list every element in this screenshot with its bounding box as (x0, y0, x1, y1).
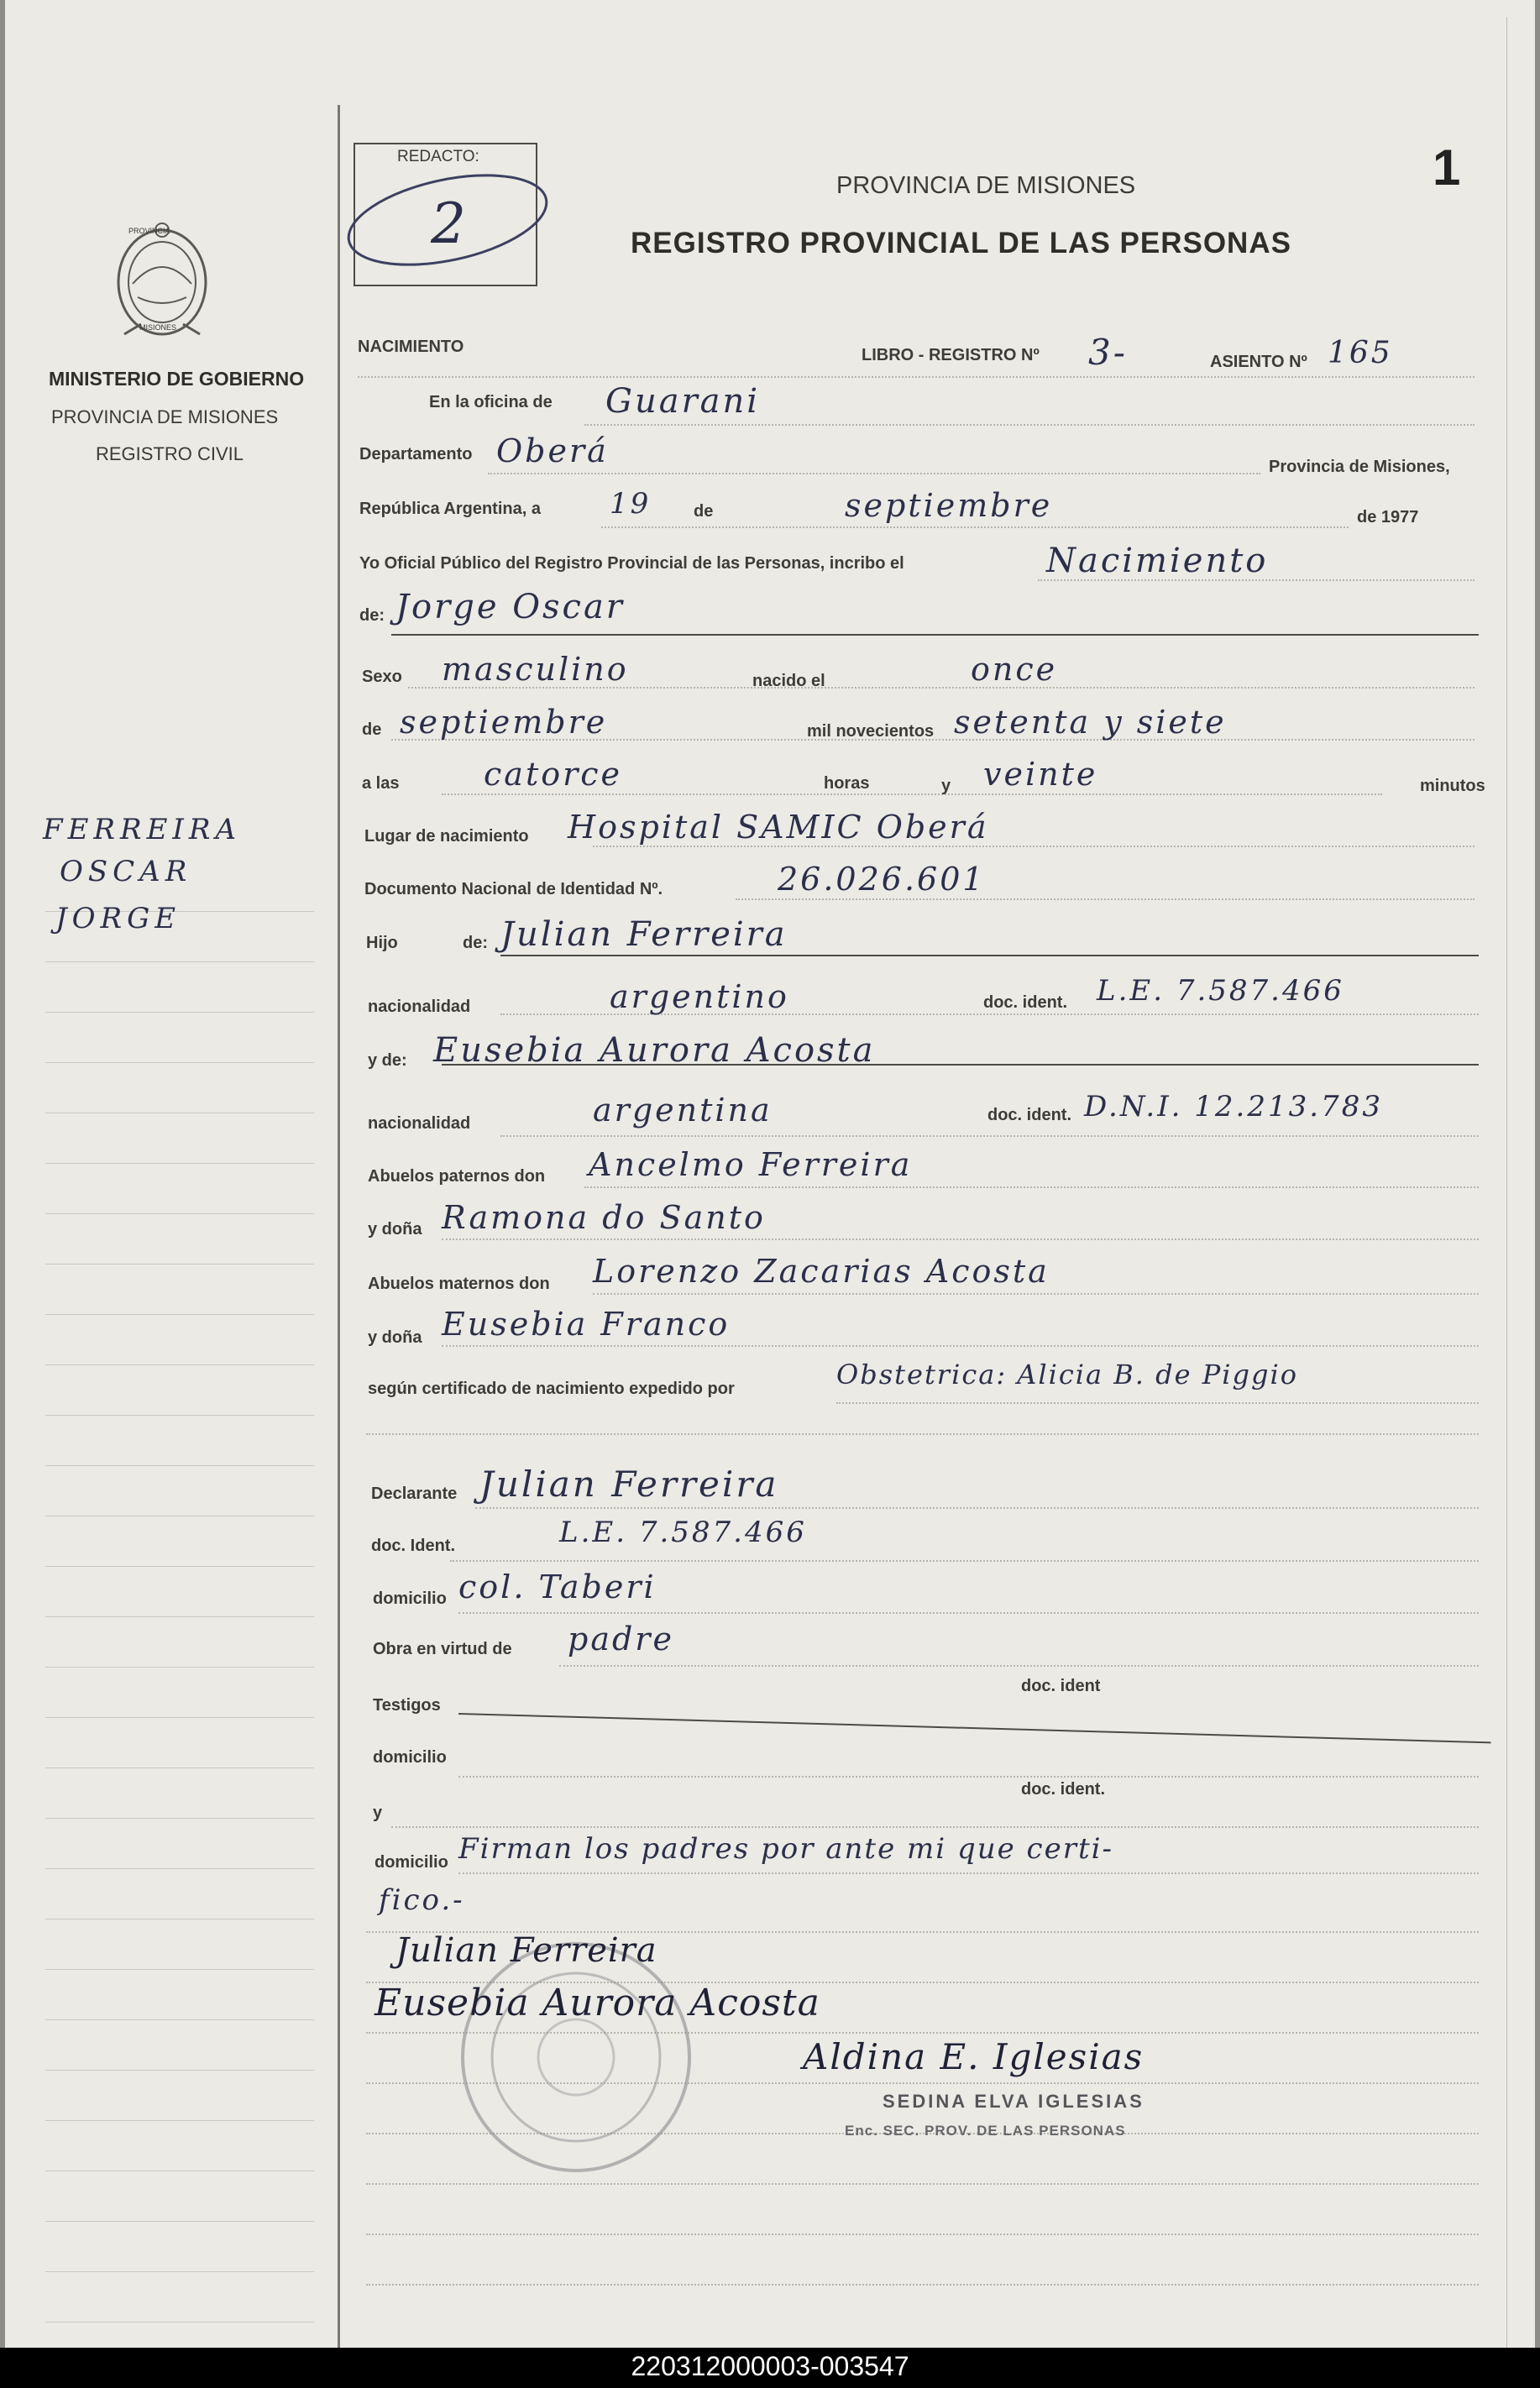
margin-rule (45, 1264, 314, 1265)
margin-rule (45, 1314, 314, 1315)
de-mes-label: de (362, 720, 382, 739)
margin-rule (45, 1969, 314, 1970)
margin-rule (45, 2019, 314, 2020)
hijo-label: Hijo (366, 934, 398, 952)
signature-padre: Julian Ferreira (395, 1931, 657, 1970)
form-line (601, 526, 1349, 529)
margin-rule (45, 2322, 314, 2323)
mes-value: septiembre (845, 487, 1053, 524)
testigo1-doc-label: doc. ident (1021, 1677, 1101, 1695)
departamento-label: Departamento (359, 445, 473, 463)
margin-name-1: OSCAR (60, 855, 192, 888)
signature-madre: Eusebia Aurora Acosta (375, 1982, 820, 2024)
margin-rule (45, 1818, 314, 1819)
seal-bottom-text: MISIONES (139, 323, 177, 332)
nacido-anio-value: setenta y siete (954, 704, 1227, 741)
footer-bar (0, 2348, 1540, 2388)
abuela-pat-value: Ramona do Santo (442, 1199, 766, 1236)
registro-civil-subtitle: REGISTRO CIVIL (96, 443, 244, 464)
seal-top-text: PROVINCIA (128, 227, 170, 235)
document-id: 220312000003-003547 (631, 2351, 909, 2381)
y-label: y (941, 777, 951, 795)
testigos-label: Testigos (373, 1696, 441, 1715)
margin-rule (45, 2221, 314, 2222)
form-line (442, 793, 1382, 796)
abuela-pat-label: y doña (368, 1220, 422, 1239)
sexo-value: masculino (442, 651, 629, 688)
dia-value: 19 (610, 487, 652, 521)
margin-rule (45, 1213, 314, 1214)
form-line (584, 424, 1475, 427)
obra-value: padre (568, 1621, 674, 1657)
domicilio-label: domicilio (373, 1589, 447, 1608)
margin-rule (45, 1566, 314, 1567)
form-line (593, 846, 1475, 848)
form-line (458, 1713, 1491, 1743)
certificado-label: según certificado de nacimiento expedido por (368, 1380, 735, 1398)
departamento-value: Oberá (496, 432, 609, 469)
abuelo-pat-value: Ancelmo Ferreira (589, 1146, 913, 1183)
redacto-label: REDACTO: (397, 148, 479, 165)
form-line (358, 376, 1475, 379)
margin-rule (45, 1465, 314, 1466)
abuela-mat-label: y doña (368, 1328, 422, 1347)
form-line (736, 898, 1475, 901)
cierre-value: Firman los padres por ante mi que certi- (458, 1832, 1113, 1866)
horas-label: horas (824, 774, 870, 793)
right-edge-line (1506, 17, 1507, 2348)
form-line (836, 1402, 1479, 1405)
padre-value: Julian Ferreira (500, 915, 788, 954)
testigo1-domicilio-label: domicilio (373, 1748, 447, 1767)
dni-label: Documento Nacional de Identidad Nº. (364, 880, 663, 898)
hijo-de-label: de: (463, 934, 488, 952)
margin-rule (45, 1767, 314, 1768)
margin-rule (45, 2070, 314, 2071)
padre-nac-value: argentino (610, 978, 789, 1015)
abuela-mat-value: Eusebia Franco (442, 1306, 731, 1343)
margin-rule (45, 1012, 314, 1013)
form-line (391, 1826, 1479, 1829)
minutos-label: minutos (1420, 777, 1485, 795)
page-number: 1 (1433, 139, 1461, 196)
margin-rule (45, 2271, 314, 2272)
abuelos-mat-label: Abuelos maternos don (368, 1275, 550, 1293)
declarante-value: Julian Ferreira (479, 1464, 779, 1505)
declarante-doc-label: doc. Ident. (371, 1537, 455, 1555)
form-line (500, 955, 1479, 956)
lugar-value: Hospital SAMIC Oberá (568, 809, 989, 846)
margin-rule (45, 1364, 314, 1365)
cierre-value-2: fico.- (379, 1883, 465, 1917)
document-page (5, 0, 1535, 2348)
form-line (559, 1665, 1479, 1668)
abuelo-mat-value: Lorenzo Zacarias Acosta (593, 1253, 1050, 1290)
padre-nac-label: nacionalidad (368, 998, 471, 1016)
form-line (458, 1872, 1479, 1875)
form-line (442, 1345, 1479, 1348)
redacto-scribble (322, 161, 574, 279)
asiento-label: ASIENTO Nº (1210, 353, 1307, 371)
form-line (450, 1560, 1479, 1563)
nombre-value: Jorge Oscar (395, 588, 625, 626)
nacido-label: nacido el (752, 672, 825, 690)
margin-rule (45, 1717, 314, 1718)
asiento-value: 165 (1328, 336, 1393, 370)
madre-nac-value: argentina (593, 1092, 773, 1129)
province-subtitle: PROVINCIA DE MISIONES (51, 406, 279, 427)
libro-label: LIBRO - REGISTRO Nº (862, 346, 1040, 364)
obra-label: Obra en virtud de (373, 1640, 512, 1658)
y2-label: y (373, 1804, 383, 1822)
anio-label: de 1977 (1357, 508, 1419, 526)
province-header: PROVINCIA DE MISIONES (836, 172, 1136, 199)
horas-value: catorce (484, 756, 623, 793)
ministry-title: MINISTERIO DE GOBIERNO (49, 368, 305, 390)
margin-rule (45, 2120, 314, 2121)
form-line (366, 2284, 1479, 2286)
testigo2-domicilio-label: domicilio (375, 1853, 448, 1872)
margin-rule (45, 1415, 314, 1416)
de-label: de (694, 502, 714, 521)
redacto-box (354, 143, 537, 286)
margin-rule (45, 1616, 314, 1617)
oficial-text: Yo Oficial Público del Registro Provincial de las Personas, incribo el (359, 554, 904, 573)
margin-rule (45, 1667, 314, 1668)
registry-header: REGISTRO PROVINCIAL DE LAS PERSONAS (631, 227, 1291, 259)
acto-value: Nacimiento (1046, 542, 1269, 580)
signature-oficial: Aldina E. Iglesias (803, 2036, 1145, 2077)
stamp-name: SEDINA ELVA IGLESIAS (883, 2091, 1145, 2112)
de-persona-label: de: (359, 606, 385, 625)
margin-rule (45, 961, 314, 962)
domicilio-value: col. Taberi (458, 1568, 657, 1605)
nacido-mes-value: septiembre (400, 704, 608, 741)
testigo2-doc-label: doc. ident. (1021, 1780, 1105, 1799)
form-line (475, 1507, 1479, 1510)
margin-name-2: JORGE (55, 902, 181, 935)
nacimiento-label: NACIMIENTO (358, 338, 464, 356)
form-line (442, 1239, 1479, 1241)
form-line (458, 1776, 1479, 1778)
madre-value: Eusebia Aurora Acosta (433, 1031, 876, 1070)
abuelos-pat-label: Abuelos paternos don (368, 1167, 546, 1186)
madre-doc-label: doc. ident. (987, 1106, 1071, 1124)
provincia-label: Provincia de Misiones, (1269, 458, 1450, 476)
madre-doc-value: D.N.I. 12.213.783 (1084, 1090, 1383, 1123)
declarante-doc-value: L.E. 7.587.466 (559, 1516, 807, 1549)
margin-rule (45, 1163, 314, 1164)
declarante-label: Declarante (371, 1485, 458, 1503)
form-line (391, 634, 1479, 636)
redacto-value: 2 (431, 191, 469, 256)
form-line (593, 1293, 1479, 1296)
madre-nac-label: nacionalidad (368, 1114, 471, 1133)
form-line (584, 1186, 1479, 1189)
mil-label: mil novecientos (807, 722, 935, 741)
form-line (366, 2183, 1479, 2186)
margin-surname: FERREIRA (43, 813, 242, 846)
form-line (366, 1433, 1479, 1436)
stamp-title: Enc. SEC. PROV. DE LAS PERSONAS (845, 2123, 1126, 2139)
dni-value: 26.026.601 (778, 861, 986, 898)
form-line (366, 2234, 1479, 2236)
margin-rule (45, 1062, 314, 1063)
republica-label: República Argentina, a (359, 500, 541, 518)
certificado-value: Obstetrica: Alicia B. de Piggio (836, 1359, 1298, 1390)
y-de-label: y de: (368, 1051, 407, 1070)
form-line (488, 473, 1260, 475)
a-las-label: a las (362, 774, 400, 793)
form-line (500, 1135, 1479, 1138)
margin-divider (338, 105, 340, 2348)
oficina-value: Guarani (605, 382, 761, 421)
padre-doc-label: doc. ident. (983, 993, 1067, 1012)
padre-doc-value: L.E. 7.587.466 (1097, 974, 1344, 1008)
libro-value: 3- (1088, 332, 1128, 373)
margin-rule (45, 1868, 314, 1869)
sexo-label: Sexo (362, 668, 402, 686)
oficina-label: En la oficina de (429, 393, 553, 411)
lugar-label: Lugar de nacimiento (364, 827, 529, 846)
minutos-value: veinte (983, 756, 1098, 793)
form-line (458, 1612, 1479, 1615)
nacido-dia-value: once (971, 651, 1058, 688)
